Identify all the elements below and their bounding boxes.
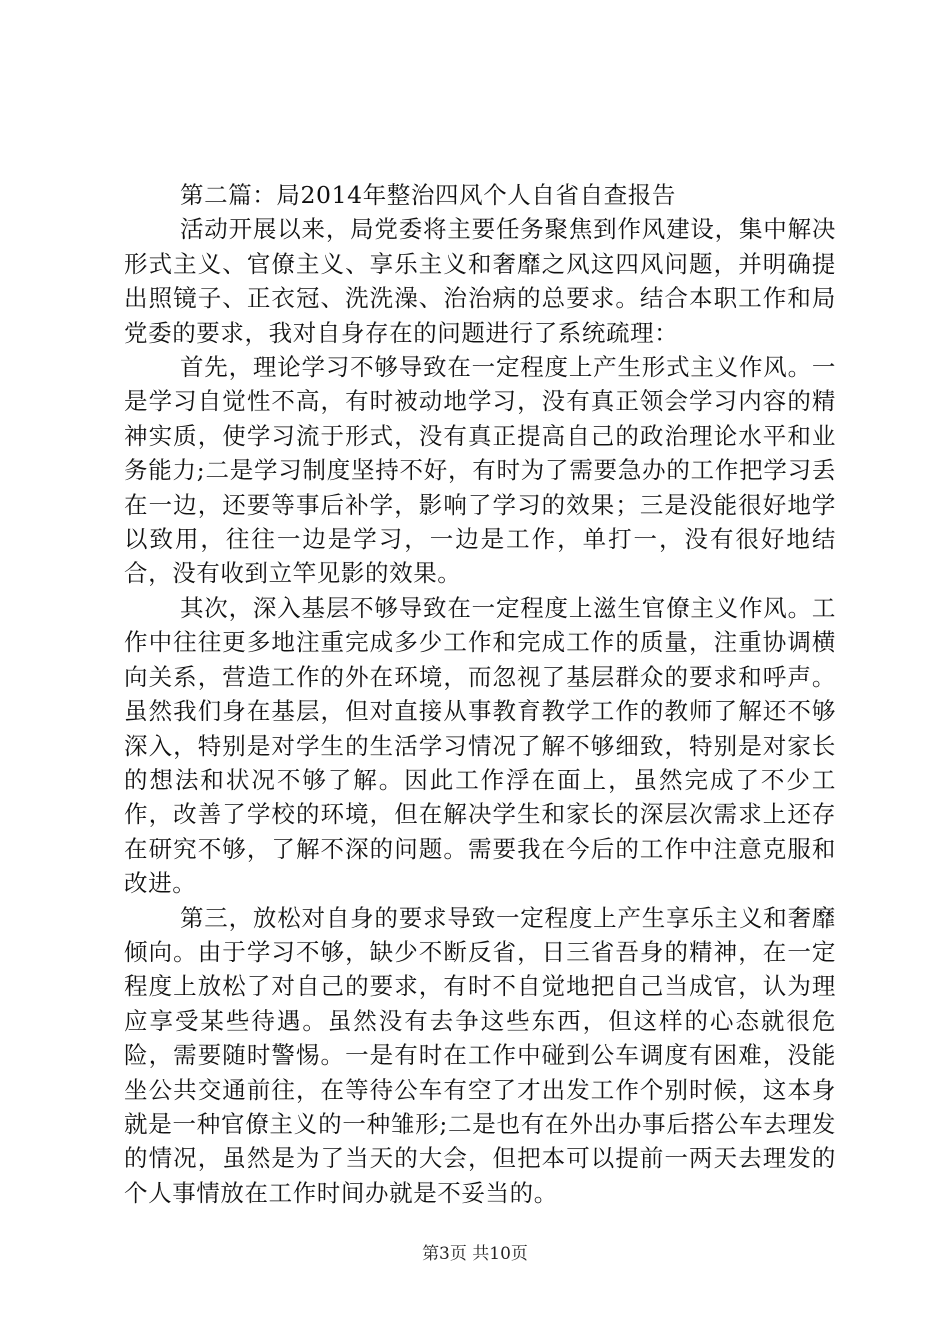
document-title: 第二篇：局2014年整治四风个人自省自查报告 <box>180 181 677 209</box>
paragraph-first-issue: 首先，理论学习不够导致在一定程度上产生形式主义作风。一是学习自觉性不高，有时被动地学习，没有真正领会学习内容的精神实质，使学习流于形式，没有真正提高自己的政治理论水平和业务能力;二是学习制度坚持不好，有时为了需要急办的工作把学习丢在一边，还要等事后补学，影响了学习的效果；三是没能很好地学以致用，往往一边是学习，一边是工作，单打一，没有很好地结合，没有收到立竿见影的效果。 <box>124 353 836 588</box>
paragraph-intro: 活动开展以来，局党委将主要任务聚焦到作风建设，集中解决形式主义、官僚主义、享乐主义和奢靡之风这四风问题，并明确提出照镜子、正衣冠、洗洗澡、治治病的总要求。结合本职工作和局党委的要求，我对自身存在的问题进行了系统疏理： <box>124 215 836 347</box>
paragraph-second-issue: 其次，深入基层不够导致在一定程度上滋生官僚主义作风。工作中往往更多地注重完成多少工作和完成工作的质量，注重协调横向关系，营造工作的外在环境，而忽视了基层群众的要求和呼声。虽然我们身在基层，但对直接从事教育教学工作的教师了解还不够深入，特别是对学生的生活学习情况了解不够细致，特别是对家长的想法和状况不够了解。因此工作浮在面上，虽然完成了不少工作，改善了学校的环境，但在解决学生和家长的深层次需求上还存在研究不够，了解不深的问题。需要我在今后的工作中注意克服和改进。 <box>124 593 836 898</box>
page-number-footer: 第3页 共10页 <box>422 1244 528 1264</box>
document-body <box>124 178 836 1210</box>
paragraph-third-issue: 第三，放松对自身的要求导致一定程度上产生享乐主义和奢靡倾向。由于学习不够，缺少不断反省，日三省吾身的精神，在一定程度上放松了对自己的要求，有时不自觉地把自己当成官，认为理应享受某些待遇。虽然没有去争这些东西，但这样的心态就很危险，需要随时警惕。一是有时在工作中碰到公车调度有困难，没能坐公共交通前往，在等待公车有空了才出发工作个别时候，这本身就是一种官僚主义的一种雏形;二是也有在外出办事后搭公车去理发的情况，虽然是为了当天的大会，但把本可以提前一两天去理发的个人事情放在工作时间办就是不妥当的。 <box>124 903 836 1207</box>
